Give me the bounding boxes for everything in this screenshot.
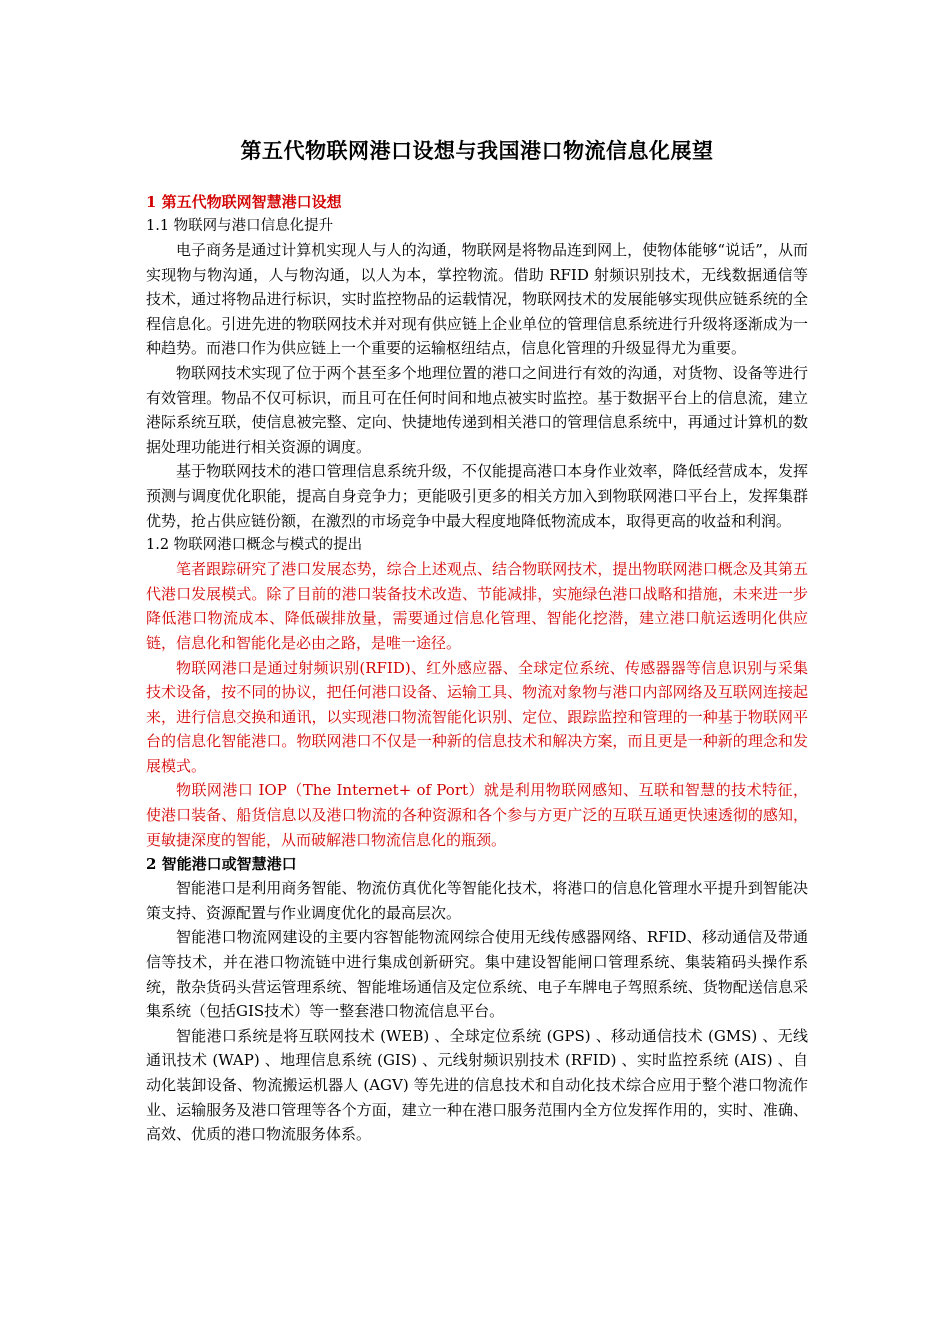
paragraph-2: 物联网技术实现了位于两个甚至多个地理位置的港口之间进行有效的沟通，对货物、设备等进行有效管理。物品不仅可标识，而且可在任何时间和地点被实时监控。基于数据平台上的信息流，建立港际系统互联，使信息被完整、定向、快捷地传递到相关港口的管理信息系统中，再通过计算机的数据处理功能进行相关资源的调度。 bbox=[146, 363, 808, 456]
subsection-heading-1-1: 1.1 物联网与港口信息化提升 bbox=[146, 218, 334, 234]
section-heading-1: 1 第五代物联网智慧港口设想 bbox=[146, 193, 342, 211]
paragraph-5: 物联网港口是通过射频识别(RFID)、红外感应器、全球定位系统、传感器器等信息识别与采集技术设备，按不同的协议，把任何港口设备、运输工具、物流对象物与港口内部网络及互联网连接起来，进行信息交换和通讯，以实现港口物流智能化识别、定位、跟踪监控和管理的一种基于物联网平台的信息化智能港口。物联网港口不仅是一种新的信息技术和解决方案，而且更是一种新的理念和发展模式。 bbox=[146, 658, 808, 775]
document-page bbox=[146, 0, 808, 1147]
paragraph-9: 智能港口系统是将互联网技术 (WEB) 、全球定位系统 (GPS) 、移动通信技术 (GMS) 、无线通讯技术 (WAP) 、地理信息系统 (GIS) 、元线射频识别技术 (RFID) 、实时监控系统 (AIS) 、自动化装卸设备、物流搬运机器人 (AGV) 等先进的信息技术和自动化技术综合应用于整个港口物流作业、运输服务及港口管理等各个方面，建立一种在港口服务范围内全方位发挥作用的，实时、准确、高效、优质的港口物流服务体系。 bbox=[146, 1026, 808, 1144]
subsection-heading-1-2: 1.2 物联网港口概念与模式的提出 bbox=[146, 537, 363, 554]
paragraph-7: 智能港口是利用商务智能、物流仿真优化等智能化技术，将港口的信息化管理水平提升到智能决策支持、资源配置与作业调度优化的最高层次。 bbox=[146, 879, 808, 922]
paragraph-3: 基于物联网技术的港口管理信息系统升级，不仅能提高港口本身作业效率，降低经营成本，发挥预测与调度优化职能，提高自身竞争力；更能吸引更多的相关方加入到物联网港口平台上，发挥集群优势，抢占供应链份额，在激烈的市场竞争中最大程度地降低物流成本，取得更高的收益和利润。 bbox=[146, 462, 808, 530]
paragraph-4: 笔者跟踪研究了港口发展态势，综合上述观点、结合物联网技术，提出物联网港口概念及其第五代港口发展模式。除了目前的港口装备技术改造、节能减排，实施绿色港口战略和措施，未来进一步降低港口物流成本、降低碳排放量，需要通过信息化管理、智能化挖潜，建立港口航运透明化供应链，信息化和智能化是必由之路，是唯一途径。 bbox=[146, 560, 808, 652]
section-heading-2: 2 智能港口或智慧港口 bbox=[146, 855, 297, 874]
paragraph-6: 物联网港口 IOP（The Internet+ of Port）就是利用物联网感知、互联和智慧的技术特征，使港口装备、船货信息以及港口物流的各种资源和各个参与方更广泛的互联互通更快速透彻的感知，更敏捷深度的智能，从而破解港口物流信息化的瓶颈。 bbox=[146, 781, 808, 849]
paragraph-1: 电子商务是通过计算机实现人与人的沟通，物联网是将物品连到网上，使物体能够“说话”，从而实现物与物沟通，人与物沟通，以人为本，掌控物流。借助 RFID 射频识别技术，无线数据通信等技术，通过将物品进行标识，实时监控物品的运载情况，物联网技术的发展能够实现供应链系统的全程信息化。引进先进的物联网技术并对现有供应链上企业单位的管理信息系统进行升级将逐渐成为一种趋势。而港口作为供应链上一个重要的运输枢纽结点，信息化管理的升级显得尤为重要。 bbox=[146, 241, 808, 358]
paragraph-8: 智能港口物流网建设的主要内容智能物流网综合使用无线传感器网络、RFID、移动通信及带通信等技术，并在港口物流链中进行集成创新研究。集中建设智能闸口管理系统、集装箱码头操作系统，散杂货码头营运管理系统、智能堆场通信及定位系统、电子车牌电子驾照系统、货物配送信息采集系统（包括GIS技术）等一整套港口物流信息平台。 bbox=[146, 928, 808, 1021]
document-title: 第五代物联网港口设想与我国港口物流信息化展望 bbox=[240, 138, 714, 163]
